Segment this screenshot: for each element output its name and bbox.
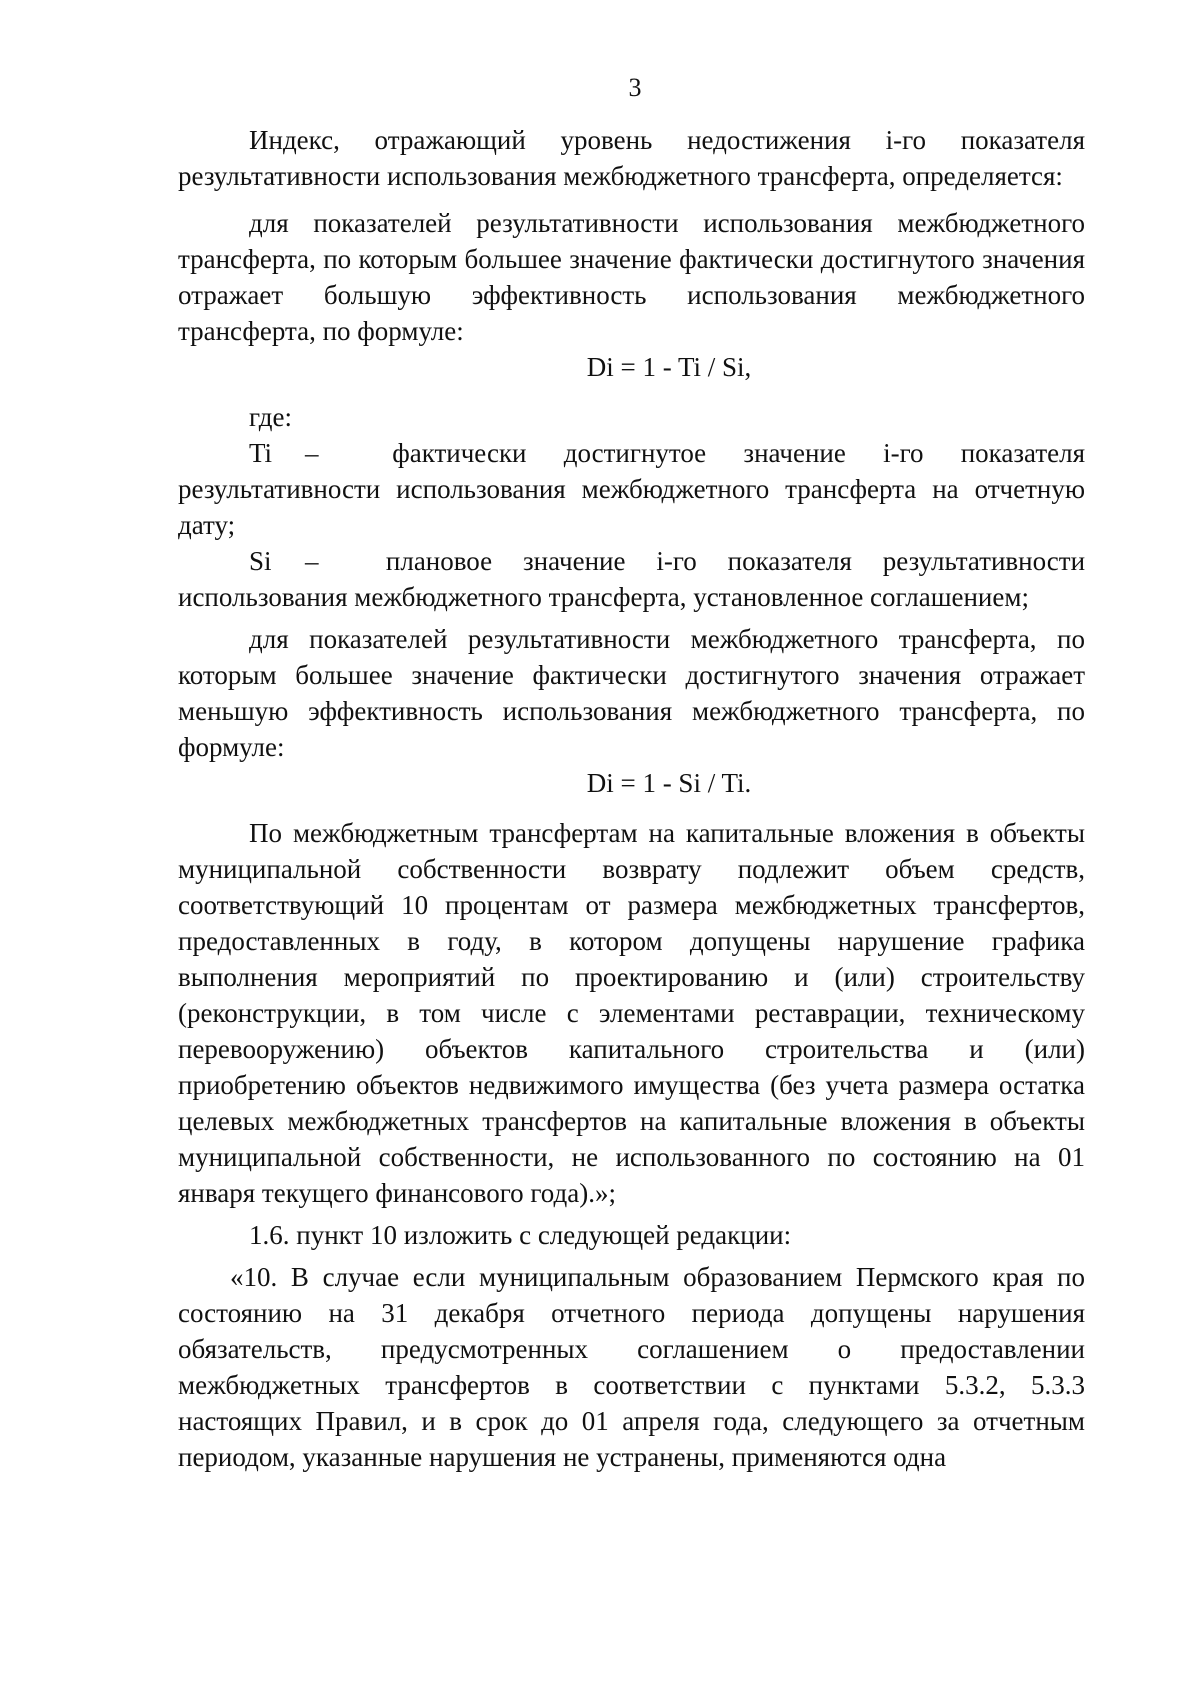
page-number: 3	[628, 73, 642, 102]
paragraph-item-10: «10. В случае если муниципальным образованием Пермского края по состоянию на 31 декабря отчетного периода допущены нарушения обязательств, предусмотренных соглашением о предоставлении межбюджетных трансфертов в соответствии с пунктами 5.3.2, 5.3.3 настоящих Правил, и в срок до 01 апреля года, следующего за отчетным периодом, указанные нарушения не устранены, применяются одна	[178, 1262, 1085, 1472]
definition-si	[178, 543, 1085, 615]
dash-ti: –	[305, 438, 319, 468]
paragraph-greater-better-case: для показателей результативности использования межбюджетного трансферта, по которым большее значение фактически достигнутого значения отражает большую эффективность использования межбюджетного трансферта, по формуле:	[178, 208, 1085, 346]
formula-greater-worse: Di = 1 - Si / Ti.	[586, 768, 752, 798]
paragraph-capital-investments: По межбюджетным трансфертам на капитальные вложения в объекты муниципальной собственности возврату подлежит объем средств, соответствующий 10 процентам от размера межбюджетных трансфертов, предоставленных в году, в котором допущены нарушение графика выполнения мероприятий по проектированию и (или) строительству (реконструкции, в том числе с элементами реставрации, техническому перевооружению) объектов капитального строительства и (или) приобретению объектов недвижимого имущества (без учета размера остатка целевых межбюджетных трансфертов на капитальные вложения в объекты муниципальной собственности, не использованного по состоянию на 01 января текущего финансового года).»;	[178, 818, 1085, 1208]
formula-greater-better: Di = 1 - Ti / Si,	[586, 352, 752, 382]
definition-ti	[178, 435, 1085, 543]
symbol-si: Si	[249, 546, 272, 576]
paragraph-index-definition: Индекс, отражающий уровень недостижения i-го показателя результативности использования межбюджетного трансферта, определяется:	[178, 125, 1085, 191]
paragraph-greater-worse-case: для показателей результативности межбюджетного трансферта, по которым большее значение фактически достигнутого значения отражает меньшую эффективность использования межбюджетного трансферта, по формуле:	[178, 624, 1085, 762]
paragraph-item-1-6: 1.6. пункт 10 изложить с следующей редакции:	[249, 1220, 792, 1250]
definition-ti-text: фактически достигнутое значение i-го показателя результативности использования межбюджетного трансферта на отчетную дату;	[178, 438, 1085, 540]
definition-si-text: плановое значение i-го показателя результативности использования межбюджетного трансферта, установленное соглашением;	[178, 546, 1086, 612]
dash-si: –	[305, 546, 319, 576]
symbol-ti: Ti	[249, 438, 273, 468]
document-body	[178, 122, 1085, 1475]
paragraph-where: где:	[249, 402, 292, 432]
